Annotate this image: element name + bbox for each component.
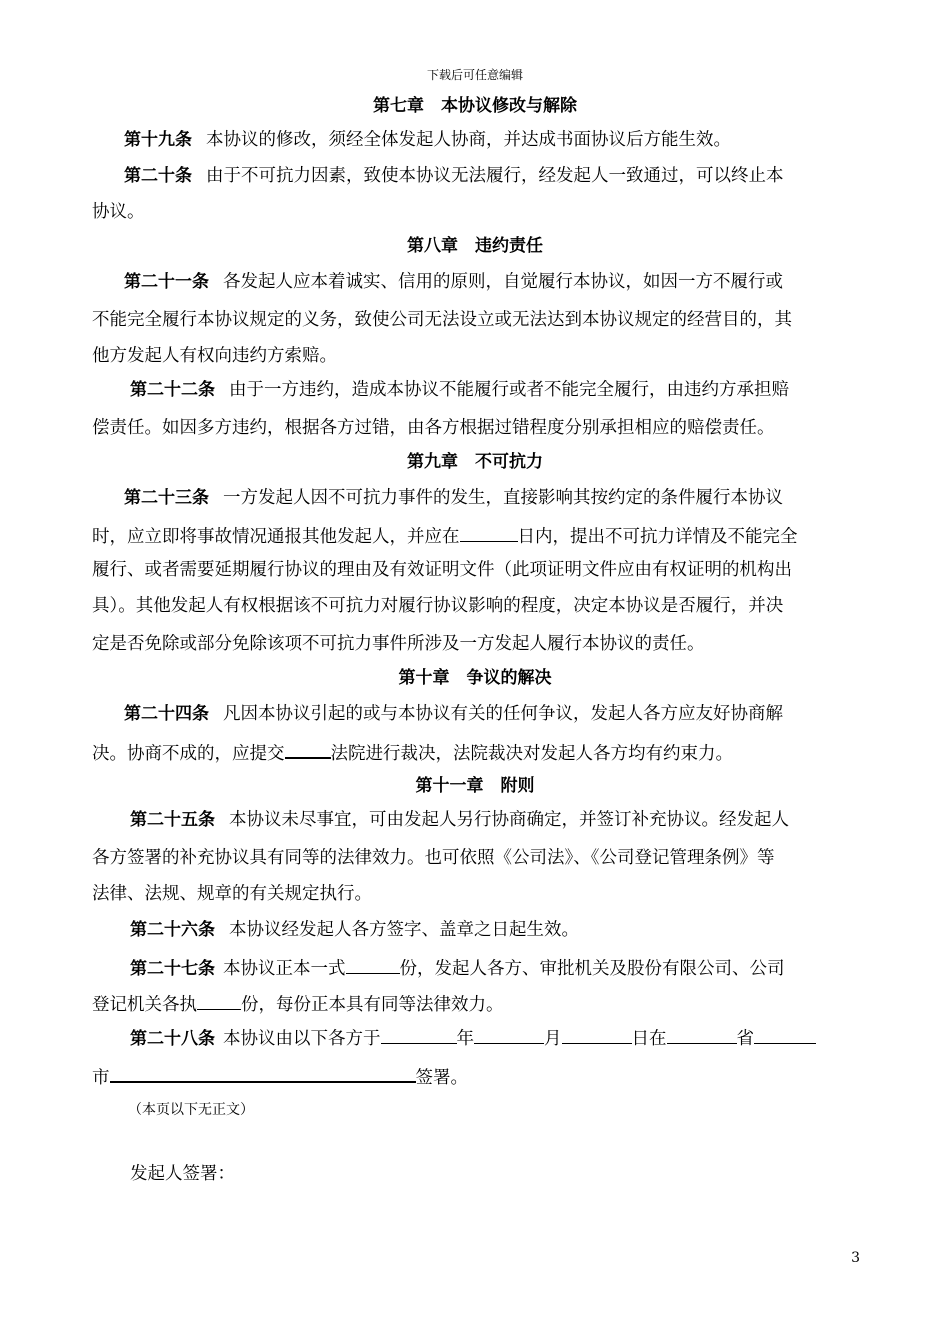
court-blank[interactable] <box>285 740 331 759</box>
article-24-line1: 凡因本协议引起的或与本协议有关的任何争议，发起人各方应友好协商解 <box>223 704 783 724</box>
signed-label: 签署。 <box>415 1068 468 1088</box>
article-24 <box>124 704 894 724</box>
article-23 <box>124 488 894 508</box>
article-24-line2 <box>92 740 862 764</box>
city-blank[interactable] <box>754 1026 816 1044</box>
article-25-line1: 本协议未尽事宜，可由发起人另行协商确定，并签订补充协议。经发起人 <box>229 810 789 830</box>
article-23-line2b: 日内，提出不可抗力详情及不能完全 <box>517 527 798 547</box>
article-25-line3: 法律、法规、规章的有关规定执行。 <box>92 884 372 904</box>
chapter-10-title: 第十章 争议的解决 <box>398 668 552 688</box>
article-20-line2: 协议。 <box>92 202 145 222</box>
province-label: 省 <box>736 1029 754 1049</box>
article-27-label: 第二十七条 <box>130 959 215 979</box>
day-label: 日在 <box>631 1029 667 1049</box>
article-22-line1: 由于一方违约，造成本协议不能履行或者不能完全履行，由违约方承担赔 <box>229 380 789 400</box>
article-22 <box>130 380 900 400</box>
article-24-label: 第二十四条 <box>124 704 209 724</box>
article-23-line2a: 时，应立即将事故情况通报其他发起人，并应在 <box>92 527 460 547</box>
signature-label: 发起人签署： <box>130 1164 235 1184</box>
city-label: 市 <box>92 1068 110 1088</box>
article-19 <box>124 130 894 150</box>
copies-blank[interactable] <box>346 956 400 974</box>
article-21-line3: 他方发起人有权向违约方索赔。 <box>92 346 337 366</box>
article-21-line2: 不能完全履行本协议规定的义务，致使公司无法设立或无法达到本协议规定的经营目的，其 <box>92 310 792 330</box>
article-25-line2: 各方签署的补充协议具有同等的法律效力。也可依照《公司法》、《公司登记管理条例》等 <box>92 848 775 868</box>
footer-note: （本页以下无正文） <box>128 1102 254 1118</box>
page-number: 3 <box>851 1250 860 1266</box>
article-23-line2 <box>92 524 862 547</box>
page-header-note: 下载后可任意编辑 <box>426 68 523 82</box>
article-20 <box>124 166 894 186</box>
article-21-line1: 各发起人应本着诚实、信用的原则，自觉履行本协议，如因一方不履行或 <box>223 272 783 292</box>
article-27-line2a: 登记机关各执 <box>92 995 197 1015</box>
article-28-line1a: 本协议由以下各方于 <box>223 1029 381 1049</box>
article-20-label: 第二十条 <box>124 166 192 186</box>
article-21-label: 第二十一条 <box>124 272 209 292</box>
article-28 <box>130 1026 900 1049</box>
article-23-line3: 履行、或者需要延期履行协议的理由及有效证明文件（此项证明文件应由有权证明的机构出 <box>92 560 792 580</box>
article-25-label: 第二十五条 <box>130 810 215 830</box>
article-24-line2b: 法院进行裁决，法院裁决对发起人各方均有约束力。 <box>330 744 733 764</box>
year-blank[interactable] <box>381 1026 457 1044</box>
article-26-text: 本协议经发起人各方签字、盖章之日起生效。 <box>229 920 579 940</box>
article-27-line1b: 份，发起人各方、审批机关及股份有限公司、公司 <box>399 959 785 979</box>
days-blank[interactable] <box>460 524 518 542</box>
month-blank[interactable] <box>474 1026 544 1044</box>
article-26 <box>130 920 900 940</box>
article-27-line2b: 份，每份正本具有同等法律效力。 <box>241 995 504 1015</box>
copies-each-blank[interactable] <box>197 992 241 1010</box>
chapter-7-title: 第七章 本协议修改与解除 <box>373 96 577 116</box>
article-23-line4: 具）。其他发起人有权根据该不可抗力对履行协议影响的程度，决定本协议是否履行，并决 <box>92 596 784 616</box>
location-blank[interactable] <box>110 1064 416 1083</box>
chapter-11-title: 第十一章 附则 <box>415 776 535 796</box>
chapter-8-title: 第八章 违约责任 <box>407 236 543 256</box>
day-blank[interactable] <box>562 1026 632 1044</box>
article-22-line2: 偿责任。如因多方违约，根据各方过错，由各方根据过错程度分别承担相应的赔偿责任。 <box>92 418 775 438</box>
month-label: 月 <box>544 1029 562 1049</box>
year-label: 年 <box>456 1029 474 1049</box>
province-blank[interactable] <box>667 1026 737 1044</box>
article-26-label: 第二十六条 <box>130 920 215 940</box>
article-23-line5: 定是否免除或部分免除该项不可抗力事件所涉及一方发起人履行本协议的责任。 <box>92 634 705 654</box>
article-24-line2a: 决。协商不成的，应提交 <box>92 744 285 764</box>
article-28-line2 <box>92 1064 862 1088</box>
article-27-line1a: 本协议正本一式 <box>223 959 346 979</box>
article-25 <box>130 810 900 830</box>
article-19-label: 第十九条 <box>124 130 192 150</box>
article-27-line2 <box>92 992 862 1015</box>
article-21 <box>124 272 894 292</box>
article-23-label: 第二十三条 <box>124 488 209 508</box>
article-19-text: 本协议的修改，须经全体发起人协商，并达成书面协议后方能生效。 <box>206 130 731 150</box>
article-27 <box>130 956 900 979</box>
article-20-line1: 由于不可抗力因素，致使本协议无法履行，经发起人一致通过，可以终止本 <box>206 166 784 186</box>
article-28-label: 第二十八条 <box>130 1029 215 1049</box>
article-22-label: 第二十二条 <box>130 380 215 400</box>
chapter-9-title: 第九章 不可抗力 <box>407 452 543 472</box>
article-23-line1: 一方发起人因不可抗力事件的发生，直接影响其按约定的条件履行本协议 <box>223 488 783 508</box>
